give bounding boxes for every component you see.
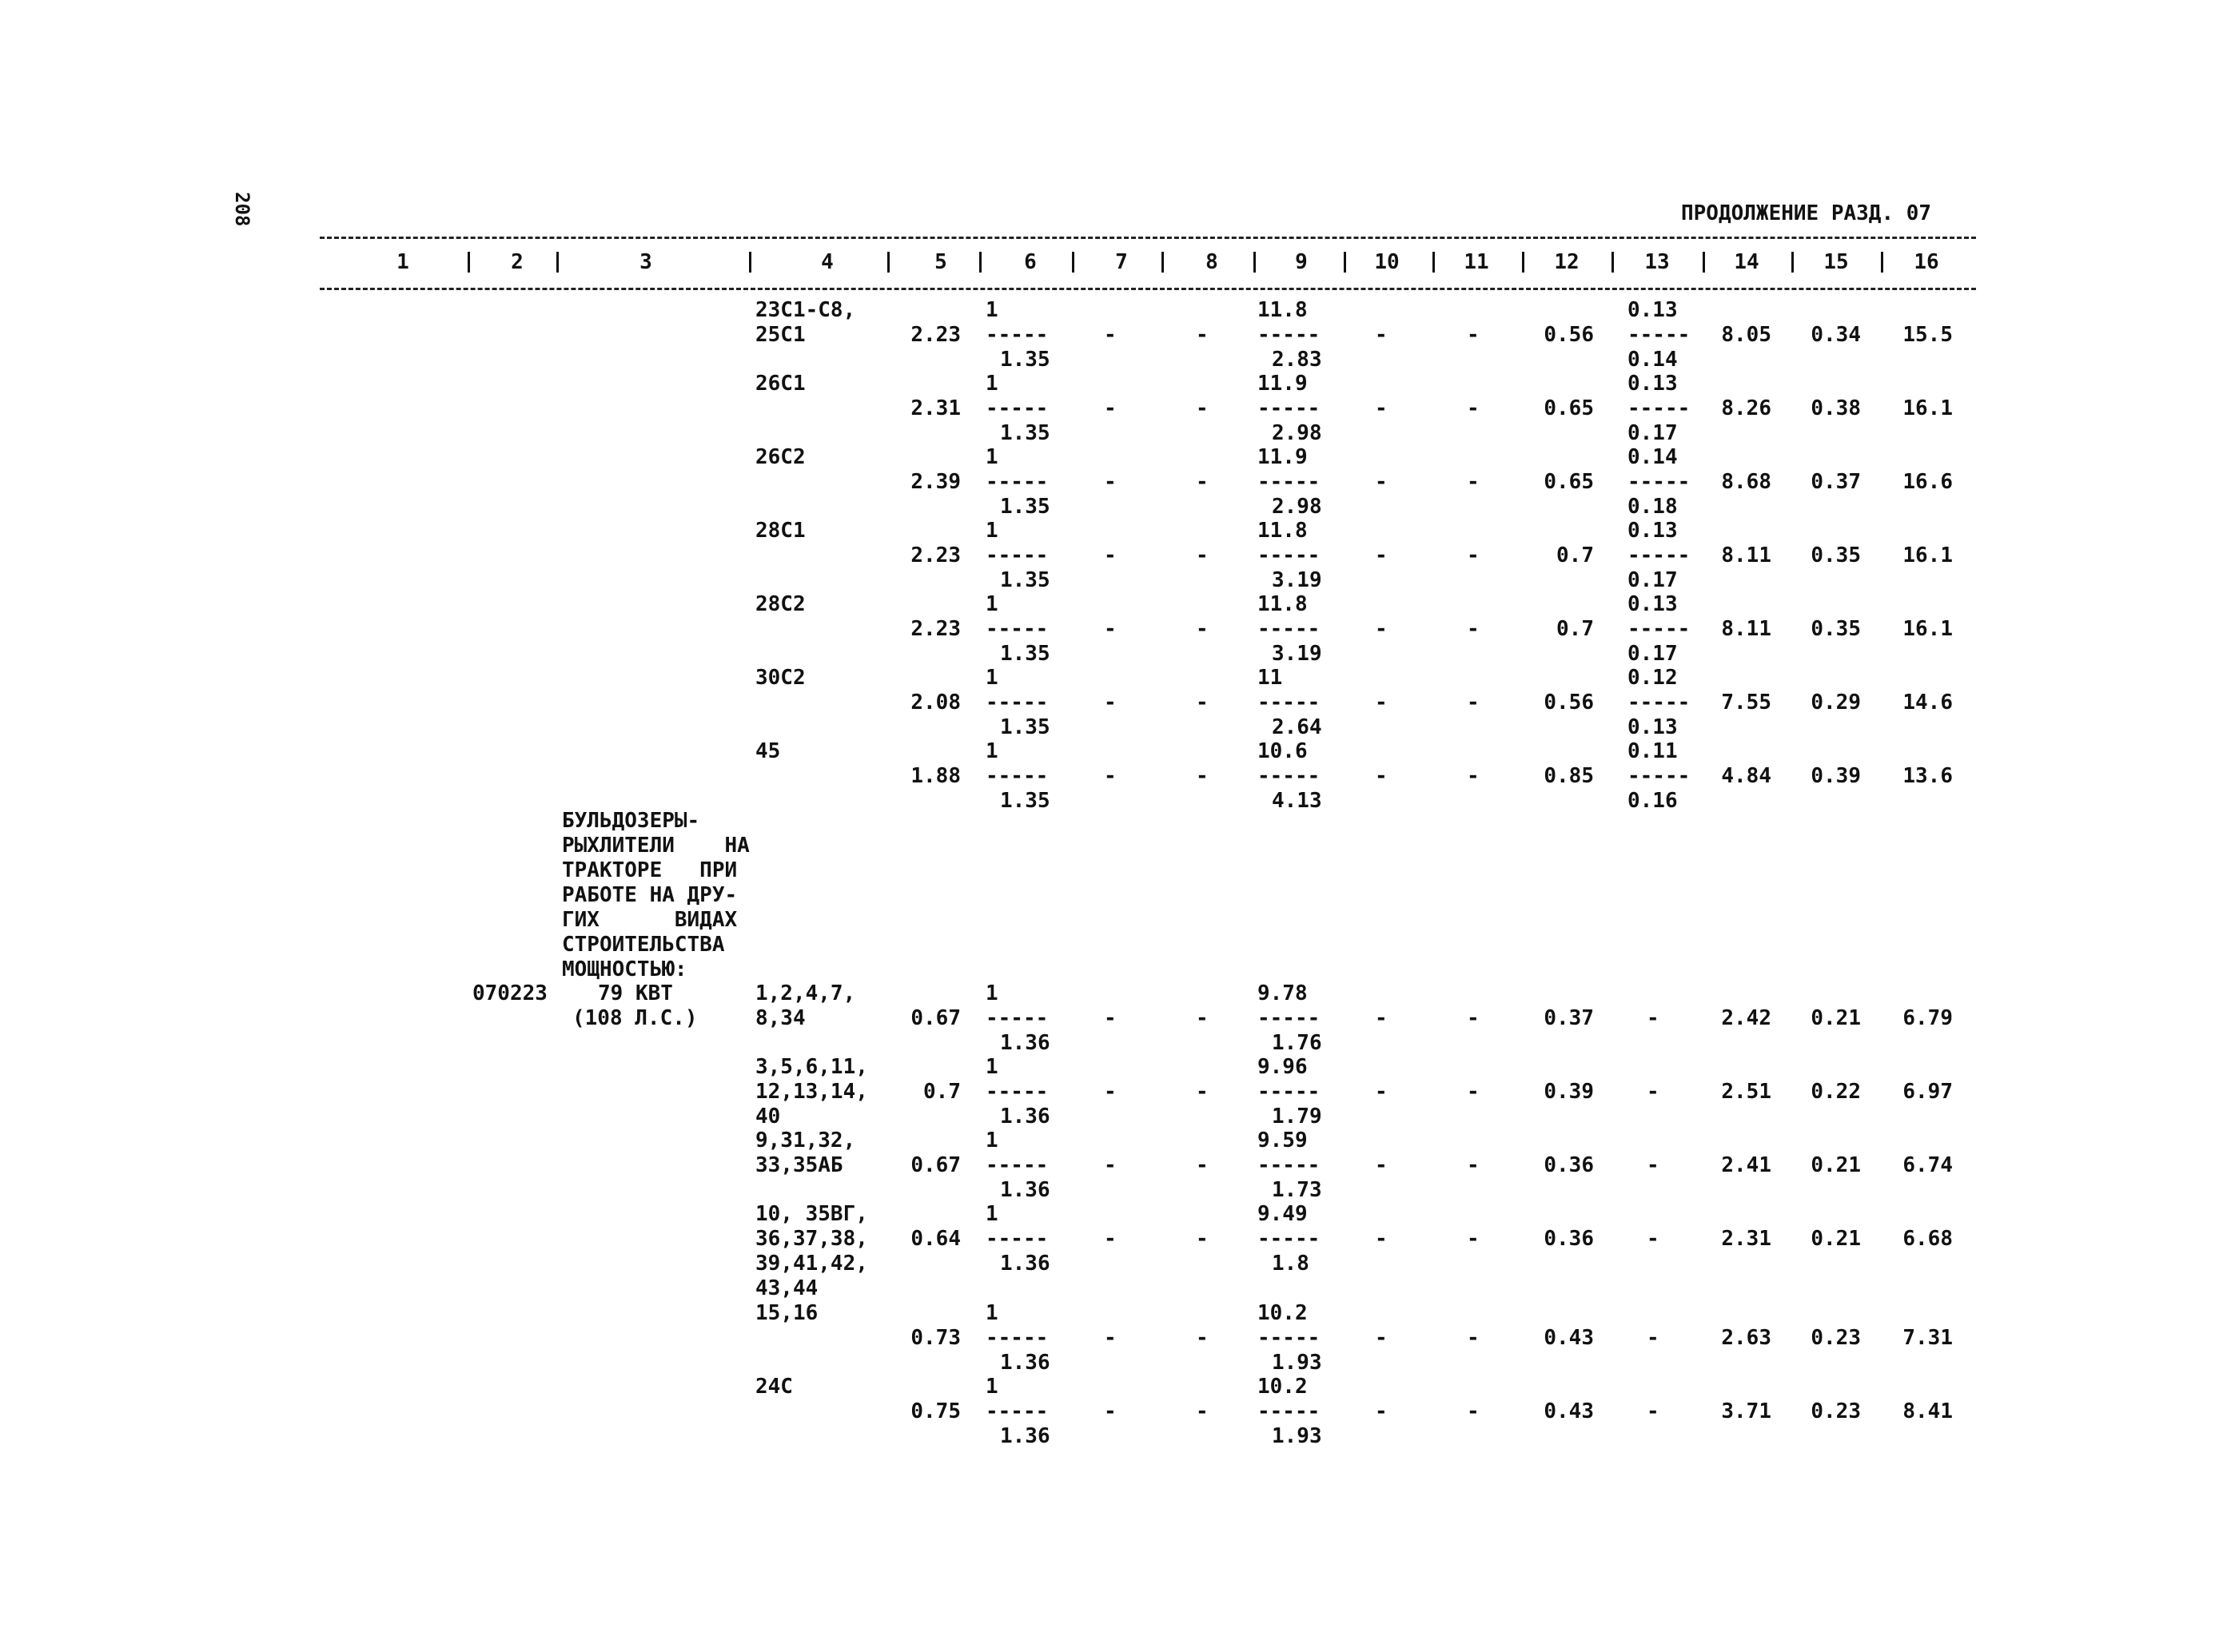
fraction-denominator: 3.19 <box>1272 568 1322 592</box>
fraction-denominator: 1.36 <box>1000 1351 1050 1375</box>
cell-c8: - <box>1196 323 1209 347</box>
cell-c11: - <box>1467 543 1480 567</box>
cell-c15: 0.21 <box>1811 1006 1861 1030</box>
fraction-denominator: 0.14 <box>1627 348 1678 372</box>
cell-c10: - <box>1375 1227 1388 1251</box>
page-number: 208 <box>231 192 253 227</box>
cell-c12: 0.65 <box>1544 470 1594 494</box>
cell-c15: 0.29 <box>1811 691 1861 715</box>
cell-c12: 0.65 <box>1544 396 1594 420</box>
cell-c5: 0.7 <box>923 1080 961 1104</box>
fraction-denominator: 1.93 <box>1272 1351 1322 1375</box>
cell-c14: 8.11 <box>1721 617 1771 641</box>
fraction-denominator: 1.36 <box>1000 1105 1050 1129</box>
column-separator <box>749 252 751 273</box>
table-header-bottom-rule <box>320 288 1976 290</box>
cell-c12: 0.37 <box>1544 1006 1594 1030</box>
cell-c13: - <box>1647 1227 1659 1251</box>
fraction-numerator: 1 <box>986 1129 998 1152</box>
mark-number-line: 24С <box>755 1375 793 1399</box>
cell-c10: - <box>1375 1006 1388 1030</box>
cell-c7: - <box>1104 764 1117 788</box>
cell-c8: - <box>1196 1080 1209 1104</box>
column-header-4: 4 <box>821 250 834 274</box>
cell-c15: 0.34 <box>1811 323 1861 347</box>
group-heading-line: РАБОТЕ НА ДРУ- <box>562 883 738 907</box>
column-header-1: 1 <box>396 250 409 274</box>
fraction-denominator: 1.36 <box>1000 1178 1050 1202</box>
cell-c11: - <box>1467 1326 1480 1350</box>
column-separator <box>1344 252 1346 273</box>
fraction-bar: ----- <box>986 764 1049 788</box>
fraction-denominator: 1.93 <box>1272 1424 1322 1448</box>
fraction-bar: ----- <box>986 1080 1049 1104</box>
item-code: 070223 <box>472 981 548 1005</box>
cell-c11: - <box>1467 1227 1480 1251</box>
column-header-15: 15 <box>1823 250 1849 274</box>
fraction-bar: ----- <box>986 1399 1049 1423</box>
fraction-numerator: 1 <box>986 739 998 763</box>
column-separator <box>1432 252 1435 273</box>
cell-c7: - <box>1104 470 1117 494</box>
fraction-numerator: 9.49 <box>1257 1202 1308 1226</box>
fraction-bar: ----- <box>986 617 1049 641</box>
fraction-numerator: 11.8 <box>1257 298 1308 322</box>
cell-c13: - <box>1647 1153 1659 1177</box>
fraction-numerator: 1 <box>986 372 998 396</box>
mark-number-line: 15,16 <box>755 1301 819 1325</box>
column-header-16: 16 <box>1914 250 1939 274</box>
cell-c16: 6.74 <box>1902 1153 1953 1177</box>
cell-c13: - <box>1647 1006 1659 1030</box>
cell-c16: 16.1 <box>1902 617 1953 641</box>
cell-c8: - <box>1196 543 1209 567</box>
cell-c11: - <box>1467 691 1480 715</box>
cell-c8: - <box>1196 691 1209 715</box>
column-separator <box>1881 252 1883 273</box>
fraction-denominator: 2.98 <box>1272 421 1322 445</box>
cell-c8: - <box>1196 470 1209 494</box>
cell-c12: 0.36 <box>1544 1227 1594 1251</box>
fraction-bar: ----- <box>1627 691 1691 715</box>
mark-number-line: 45 <box>755 739 781 763</box>
fraction-denominator: 1.36 <box>1000 1424 1050 1448</box>
column-header-11: 11 <box>1464 250 1489 274</box>
fraction-numerator: 11.9 <box>1257 372 1308 396</box>
fraction-denominator: 1.8 <box>1272 1252 1309 1276</box>
column-header-7: 7 <box>1115 250 1128 274</box>
cell-c12: 0.56 <box>1544 691 1594 715</box>
fraction-denominator: 1.36 <box>1000 1031 1050 1055</box>
cell-c14: 8.68 <box>1721 470 1771 494</box>
column-header-9: 9 <box>1295 250 1308 274</box>
fraction-numerator: 1 <box>986 1301 998 1325</box>
column-separator <box>1703 252 1705 273</box>
cell-c13: - <box>1647 1326 1659 1350</box>
fraction-numerator: 1 <box>986 666 998 690</box>
fraction-denominator: 1.35 <box>1000 348 1050 372</box>
column-separator <box>1791 252 1794 273</box>
column-header-8: 8 <box>1205 250 1218 274</box>
fraction-numerator: 11.8 <box>1257 519 1308 543</box>
group-heading-line: ГИХ ВИДАХ <box>562 908 738 932</box>
fraction-numerator: 9.59 <box>1257 1129 1308 1152</box>
column-header-12: 12 <box>1554 250 1580 274</box>
cell-c5: 0.67 <box>910 1006 961 1030</box>
fraction-bar: ----- <box>986 691 1049 715</box>
cell-c7: - <box>1104 543 1117 567</box>
fraction-numerator: 10.6 <box>1257 739 1308 763</box>
fraction-bar: ----- <box>1627 323 1691 347</box>
column-separator <box>979 252 982 273</box>
cell-c12: 0.85 <box>1544 764 1594 788</box>
fraction-denominator: 1.35 <box>1000 789 1050 813</box>
cell-c14: 2.42 <box>1721 1006 1771 1030</box>
fraction-bar: ----- <box>1257 1006 1321 1030</box>
cell-c10: - <box>1375 691 1388 715</box>
cell-c5: 0.75 <box>910 1399 961 1423</box>
cell-c12: 0.43 <box>1544 1399 1594 1423</box>
cell-c14: 2.63 <box>1721 1326 1771 1350</box>
fraction-denominator: 2.83 <box>1272 348 1322 372</box>
cell-c13: - <box>1647 1080 1659 1104</box>
mark-number-line: 28С2 <box>755 592 806 616</box>
cell-c14: 2.51 <box>1721 1080 1771 1104</box>
cell-c5: 2.23 <box>910 617 961 641</box>
cell-c8: - <box>1196 1006 1209 1030</box>
fraction-denominator: 0.18 <box>1627 495 1678 519</box>
column-header-3: 3 <box>639 250 652 274</box>
mark-number-line: 9,31,32, <box>755 1129 856 1152</box>
section-continuation-heading: ПРОДОЛЖЕНИЕ РАЗД. 07 <box>1681 201 1932 225</box>
cell-c5: 2.23 <box>910 323 961 347</box>
cell-c10: - <box>1375 1153 1388 1177</box>
cell-c10: - <box>1375 543 1388 567</box>
fraction-bar: ----- <box>1627 617 1691 641</box>
cell-c11: - <box>1467 764 1480 788</box>
cell-c11: - <box>1467 1006 1480 1030</box>
fraction-bar: ----- <box>1257 1227 1321 1251</box>
mark-number-line: 8,34 <box>755 1006 806 1030</box>
fraction-bar: ----- <box>1627 543 1691 567</box>
fraction-denominator: 1.35 <box>1000 421 1050 445</box>
fraction-denominator: 1.36 <box>1000 1252 1050 1276</box>
fraction-denominator: 0.16 <box>1627 789 1678 813</box>
fraction-bar: ----- <box>1257 1080 1321 1104</box>
cell-c15: 0.23 <box>1811 1326 1861 1350</box>
cell-c7: - <box>1104 1227 1117 1251</box>
fraction-bar: ----- <box>986 323 1049 347</box>
fraction-numerator: 1 <box>986 592 998 616</box>
cell-c5: 2.08 <box>910 691 961 715</box>
mark-number-line: 28С1 <box>755 519 806 543</box>
mark-number-line: 39,41,42, <box>755 1252 868 1276</box>
cell-c8: - <box>1196 1227 1209 1251</box>
cell-c16: 6.79 <box>1902 1006 1953 1030</box>
cell-c14: 7.55 <box>1721 691 1771 715</box>
cell-c5: 2.31 <box>910 396 961 420</box>
group-heading-line: РЫХЛИТЕЛИ НА <box>562 834 750 858</box>
cell-c12: 0.7 <box>1556 617 1594 641</box>
column-separator <box>1611 252 1614 273</box>
column-header-5: 5 <box>934 250 947 274</box>
fraction-bar: ----- <box>986 396 1049 420</box>
cell-c15: 0.37 <box>1811 470 1861 494</box>
group-heading-line: БУЛЬДОЗЕРЫ- <box>562 809 700 833</box>
cell-c11: - <box>1467 396 1480 420</box>
fraction-numerator: 1 <box>986 298 998 322</box>
cell-c7: - <box>1104 323 1117 347</box>
fraction-denominator: 1.35 <box>1000 568 1050 592</box>
fraction-numerator: 11.8 <box>1257 592 1308 616</box>
cell-c10: - <box>1375 323 1388 347</box>
cell-c11: - <box>1467 1399 1480 1423</box>
cell-c7: - <box>1104 396 1117 420</box>
fraction-numerator: 9.78 <box>1257 981 1308 1005</box>
cell-c11: - <box>1467 617 1480 641</box>
cell-c12: 0.43 <box>1544 1326 1594 1350</box>
mark-number-line: 23С1-С8, <box>755 298 856 322</box>
fraction-bar: ----- <box>1257 396 1321 420</box>
group-heading-line: МОЩНОСТЬЮ: <box>562 957 687 981</box>
cell-c12: 0.39 <box>1544 1080 1594 1104</box>
cell-c14: 3.71 <box>1721 1399 1771 1423</box>
fraction-denominator: 1.35 <box>1000 715 1050 739</box>
fraction-bar: ----- <box>1627 764 1691 788</box>
mark-number-line: 3,5,6,11, <box>755 1055 868 1079</box>
cell-c11: - <box>1467 1080 1480 1104</box>
mark-number-line: 43,44 <box>755 1276 819 1300</box>
cell-c12: 0.36 <box>1544 1153 1594 1177</box>
fraction-numerator: 10.2 <box>1257 1375 1308 1399</box>
fraction-denominator: 2.98 <box>1272 495 1322 519</box>
cell-c14: 4.84 <box>1721 764 1771 788</box>
fraction-denominator: 4.13 <box>1272 789 1322 813</box>
item-power-line: (108 Л.С.) <box>572 1006 698 1030</box>
cell-c15: 0.21 <box>1811 1227 1861 1251</box>
cell-c10: - <box>1375 396 1388 420</box>
cell-c10: - <box>1375 1080 1388 1104</box>
mark-number-line: 30С2 <box>755 666 806 690</box>
cell-c5: 1.88 <box>910 764 961 788</box>
cell-c10: - <box>1375 1399 1388 1423</box>
column-separator <box>1522 252 1524 273</box>
cell-c11: - <box>1467 323 1480 347</box>
fraction-bar: ----- <box>986 470 1049 494</box>
fraction-bar: ----- <box>1257 323 1321 347</box>
column-separator <box>1161 252 1164 273</box>
fraction-numerator: 10.2 <box>1257 1301 1308 1325</box>
mark-number-line: 33,35АБ <box>755 1153 843 1177</box>
fraction-denominator: 0.17 <box>1627 642 1678 666</box>
cell-c16: 6.68 <box>1902 1227 1953 1251</box>
cell-c14: 2.31 <box>1721 1227 1771 1251</box>
cell-c12: 0.7 <box>1556 543 1594 567</box>
fraction-numerator: 1 <box>986 519 998 543</box>
cell-c10: - <box>1375 617 1388 641</box>
cell-c16: 6.97 <box>1902 1080 1953 1104</box>
fraction-bar: ----- <box>1257 764 1321 788</box>
cell-c16: 13.6 <box>1902 764 1953 788</box>
cell-c8: - <box>1196 1326 1209 1350</box>
column-header-10: 10 <box>1374 250 1400 274</box>
cell-c11: - <box>1467 1153 1480 1177</box>
cell-c8: - <box>1196 396 1209 420</box>
fraction-denominator: 1.73 <box>1272 1178 1322 1202</box>
column-header-14: 14 <box>1734 250 1759 274</box>
cell-c14: 8.11 <box>1721 543 1771 567</box>
cell-c7: - <box>1104 1399 1117 1423</box>
cell-c10: - <box>1375 764 1388 788</box>
fraction-denominator: 1.79 <box>1272 1105 1322 1129</box>
fraction-numerator: 11 <box>1257 666 1283 690</box>
fraction-numerator: 0.13 <box>1627 298 1678 322</box>
cell-c15: 0.35 <box>1811 543 1861 567</box>
cell-c10: - <box>1375 470 1388 494</box>
fraction-bar: ----- <box>1257 1326 1321 1350</box>
fraction-numerator: 1 <box>986 1375 998 1399</box>
cell-c15: 0.21 <box>1811 1153 1861 1177</box>
fraction-numerator: 0.12 <box>1627 666 1678 690</box>
cell-c14: 8.05 <box>1721 323 1771 347</box>
fraction-bar: ----- <box>1257 1399 1321 1423</box>
column-separator <box>1072 252 1074 273</box>
fraction-bar: ----- <box>986 1326 1049 1350</box>
cell-c11: - <box>1467 470 1480 494</box>
fraction-numerator: 0.13 <box>1627 519 1678 543</box>
cell-c16: 7.31 <box>1902 1326 1953 1350</box>
cell-c5: 0.64 <box>910 1227 961 1251</box>
fraction-bar: ----- <box>1257 617 1321 641</box>
mark-number-line: 40 <box>755 1105 781 1129</box>
cell-c8: - <box>1196 764 1209 788</box>
mark-number-line: 10, 35ВГ, <box>755 1202 868 1226</box>
cell-c15: 0.38 <box>1811 396 1861 420</box>
column-header-6: 6 <box>1024 250 1037 274</box>
fraction-denominator: 1.35 <box>1000 642 1050 666</box>
cell-c14: 8.26 <box>1721 396 1771 420</box>
column-separator <box>1253 252 1256 273</box>
cell-c7: - <box>1104 1006 1117 1030</box>
cell-c7: - <box>1104 1153 1117 1177</box>
fraction-bar: ----- <box>986 1227 1049 1251</box>
cell-c16: 16.1 <box>1902 396 1953 420</box>
fraction-denominator: 0.17 <box>1627 421 1678 445</box>
fraction-numerator: 1 <box>986 1055 998 1079</box>
cell-c7: - <box>1104 1080 1117 1104</box>
cell-c16: 8.41 <box>1902 1399 1953 1423</box>
cell-c5: 0.67 <box>910 1153 961 1177</box>
cell-c7: - <box>1104 691 1117 715</box>
group-heading-line: СТРОИТЕЛЬСТВА <box>562 933 725 957</box>
fraction-bar: ----- <box>1627 396 1691 420</box>
table-top-rule <box>320 237 1976 239</box>
fraction-bar: ----- <box>986 543 1049 567</box>
fraction-denominator: 1.35 <box>1000 495 1050 519</box>
column-separator <box>556 252 559 273</box>
group-heading-line: ТРАКТОРЕ ПРИ <box>562 858 738 882</box>
fraction-numerator: 0.14 <box>1627 445 1678 469</box>
cell-c15: 0.22 <box>1811 1080 1861 1104</box>
cell-c10: - <box>1375 1326 1388 1350</box>
cell-c12: 0.56 <box>1544 323 1594 347</box>
cell-c14: 2.41 <box>1721 1153 1771 1177</box>
cell-c5: 2.23 <box>910 543 961 567</box>
fraction-bar: ----- <box>1257 543 1321 567</box>
fraction-numerator: 1 <box>986 981 998 1005</box>
cell-c15: 0.23 <box>1811 1399 1861 1423</box>
fraction-bar: ----- <box>1627 470 1691 494</box>
fraction-bar: ----- <box>986 1153 1049 1177</box>
cell-c13: - <box>1647 1399 1659 1423</box>
cell-c5: 0.73 <box>910 1326 961 1350</box>
mark-number-line: 26С1 <box>755 372 806 396</box>
cell-c16: 15.5 <box>1902 323 1953 347</box>
cell-c8: - <box>1196 1399 1209 1423</box>
mark-number-line: 12,13,14, <box>755 1080 868 1104</box>
cell-c15: 0.39 <box>1811 764 1861 788</box>
cell-c16: 16.1 <box>1902 543 1953 567</box>
cell-c8: - <box>1196 617 1209 641</box>
fraction-bar: ----- <box>1257 691 1321 715</box>
fraction-denominator: 0.13 <box>1627 715 1678 739</box>
fraction-denominator: 2.64 <box>1272 715 1322 739</box>
cell-c8: - <box>1196 1153 1209 1177</box>
item-power-line: 79 КВТ <box>598 981 673 1005</box>
fraction-numerator: 0.11 <box>1627 739 1678 763</box>
cell-c16: 16.6 <box>1902 470 1953 494</box>
fraction-bar: ----- <box>986 1006 1049 1030</box>
cell-c15: 0.35 <box>1811 617 1861 641</box>
mark-number-line: 26С2 <box>755 445 806 469</box>
column-separator <box>887 252 890 273</box>
fraction-denominator: 3.19 <box>1272 642 1322 666</box>
cell-c16: 14.6 <box>1902 691 1953 715</box>
mark-number-line: 36,37,38, <box>755 1227 868 1251</box>
fraction-numerator: 1 <box>986 1202 998 1226</box>
mark-number-line: 1,2,4,7, <box>755 981 856 1005</box>
column-separator <box>468 252 470 273</box>
cell-c7: - <box>1104 1326 1117 1350</box>
fraction-denominator: 0.17 <box>1627 568 1678 592</box>
cell-c5: 2.39 <box>910 470 961 494</box>
fraction-numerator: 0.13 <box>1627 372 1678 396</box>
column-header-13: 13 <box>1644 250 1670 274</box>
fraction-numerator: 0.13 <box>1627 592 1678 616</box>
fraction-numerator: 9.96 <box>1257 1055 1308 1079</box>
fraction-denominator: 1.76 <box>1272 1031 1322 1055</box>
cell-c7: - <box>1104 617 1117 641</box>
fraction-bar: ----- <box>1257 1153 1321 1177</box>
column-header-2: 2 <box>511 250 524 274</box>
fraction-numerator: 1 <box>986 445 998 469</box>
fraction-numerator: 11.9 <box>1257 445 1308 469</box>
fraction-bar: ----- <box>1257 470 1321 494</box>
mark-number-line: 25С1 <box>755 323 806 347</box>
